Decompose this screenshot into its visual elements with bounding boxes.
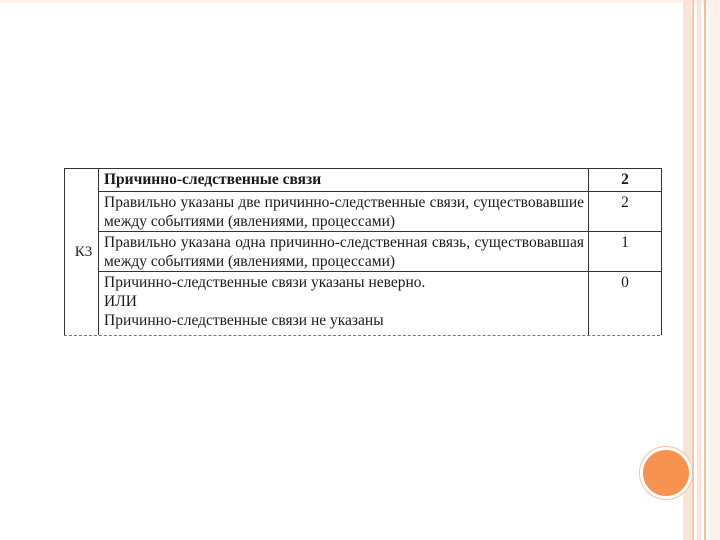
criterion-code-cell — [64, 168, 99, 336]
table-header-row — [99, 168, 661, 192]
row-description: Правильно указаны две причинно-следственные связи, существовавшие между событиями (явлениями, процессами) — [99, 192, 589, 232]
row-description: Правильно указана одна причинно-следственная связь, существовавшая между событиями (явлениями, процессами) — [99, 232, 589, 272]
table-row — [99, 271, 661, 336]
criteria-rows — [98, 168, 662, 335]
criteria-table — [64, 168, 660, 335]
table-row — [99, 191, 661, 232]
table-row — [99, 231, 661, 272]
slide-frame-stripe — [704, 0, 706, 540]
header-title: Причинно-следственные связи — [99, 169, 589, 191]
row-score: 0 — [621, 274, 629, 291]
row-line-or: ИЛИ — [104, 293, 137, 310]
row-line: Причинно-следственные связи не указаны — [104, 312, 384, 329]
criterion-code: К3 — [74, 244, 93, 260]
row-score: 2 — [621, 194, 629, 211]
decorative-orange-circle — [640, 447, 692, 499]
slide-top-border — [0, 0, 720, 3]
row-line: Причинно-следственные связи указаны неверно. — [104, 274, 426, 291]
slide-frame-stripe — [708, 0, 720, 540]
row-description — [99, 272, 589, 336]
row-score: 1 — [621, 234, 629, 251]
slide-frame-stripe — [692, 0, 694, 540]
slide-frame-stripe — [697, 0, 701, 540]
table-cut-edge — [64, 333, 660, 336]
header-max-score: 2 — [621, 171, 629, 188]
